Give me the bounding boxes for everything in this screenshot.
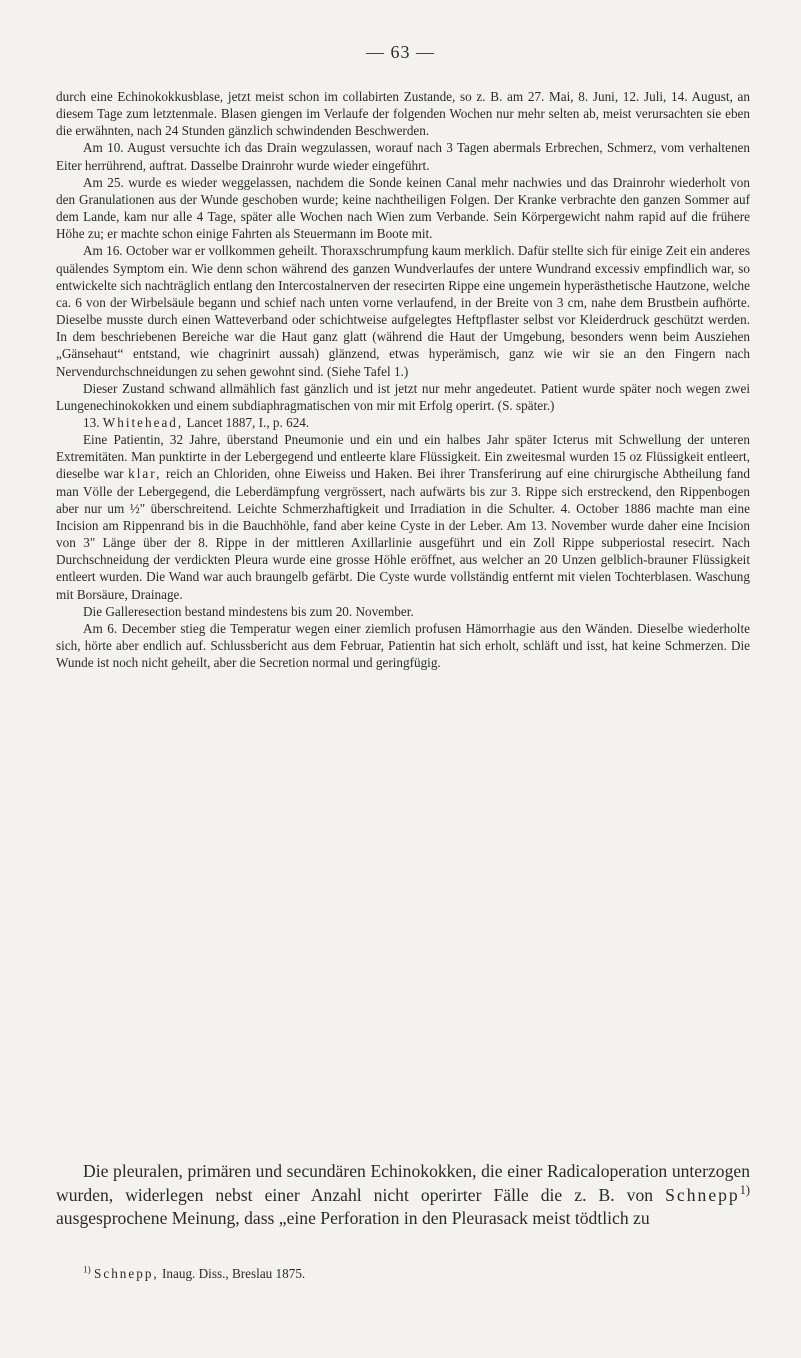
paragraph: Dieser Zustand schwand allmählich fast gänzlich und ist jetzt nur mehr angedeutet. Patient wurde später noch wegen zwei Lungenechinokokken und einem subdiaphragmatischen von mir mit Erfolg operirt. (S. später.) <box>56 380 750 413</box>
footnote-marker: 1) <box>739 1182 750 1197</box>
body-text <box>56 88 750 671</box>
case-paragraph: Am 6. December stieg die Temperatur wegen einer ziemlich profusen Hämorrhagie aus den Wänden. Dieselbe wiederholte sich, hörte aber endlich auf. Schlussbericht aus dem Februar, Patientin hat sich erholt, schläft und isst, hat keine Schmerzen. Die Wunde ist noch nicht geheilt, aber die Secretion normal und geringfügig. <box>56 620 750 671</box>
footnote-source: Inaug. Diss., Breslau 1875. <box>162 1266 306 1281</box>
reference-number: 13. <box>83 414 100 430</box>
reference-source: Lancet 1887, I., p. 624. <box>186 414 310 430</box>
case-emphasis: klar, <box>128 466 162 482</box>
footnote <box>83 1265 743 1282</box>
paragraph: Am 10. August versuchte ich das Drain wegzulassen, worauf nach 3 Tagen abermals Erbrechen, Schmerz, vom verhaltenen Eiter herrührend, auftrat. Dasselbe Drainrohr wurde wieder eingeführt. <box>56 140 750 173</box>
paragraph: Am 25. wurde es wieder weggelassen, nachdem die Sonde keinen Canal mehr nachwies und das Drainrohr wiederholt von den Granulationen aus der Wunde geschoben wurde; keine nachtheiligen Folgen. Der Kranke verbrachte den ganzen Sommer auf dem Lande, kam nur alle 4 Tage, später alle Wochen nach Wien zum Verbande. Sein Körpergewicht nahm rapid auf die frühere Höhe zu; er machte schon einige Fahrten als Steuermann im Boote mit. <box>56 174 750 242</box>
paragraph: Am 16. October war er vollkommen geheilt. Thoraxschrumpfung kaum merklich. Dafür stellte sich für einige Zeit ein anderes quälendes Symptom ein. Wie denn schon während des ganzen Wundverlaufes der untere Wundrand excessiv empfindlich war, so entwickelte sich nachträglich entlang den Intercostalnerven der resecirten Rippe eine ungemein hyperästhetische Hautzone, welche ca. 6 von der Wirbelsäule begann und schief nach unten vorne verlaufend, in der Breite von 3 cm, nahe dem Brustbein aufhörte. Dieselbe musste durch einen Watteverband oder schichtweise aufgelegtes Heftpflaster selbst vor Kleiderdruck geschützt werden. In dem beschriebenen Bereiche war die Haut ganz glatt (während die Haut der Umgebung, besonders wenn beim Ausziehen „Gänsehaut“ entstand, wie chagrinirt aussah) glänzend, etwas hyperämisch, ganz wie wir sie an den Fingern nach Nervendurchschneidungen zu sehen gewohnt sind. (Siehe Tafel 1.) <box>56 243 750 379</box>
paragraph: durch eine Echinokokkusblase, jetzt meist schon im collabirten Zustande, so z. B. am 27. Mai, 8. Juni, 12. Juli, 14. August, an diesem Tage zum letztenmale. Blasen giengen im Verlaufe der folgenden Wochen nur mehr selten ab, meist verursachten sie eben die erwähnten, nach 24 Stunden gänzlich schwindenden Beschwerden. <box>56 89 750 139</box>
case-paragraph: Die Galleresection bestand mindestens bis zum 20. November. <box>83 603 414 619</box>
conclusion-text-cont: ausgesprochene Meinung, dass „eine Perforation in den Pleurasack meist tödtlich zu <box>56 1208 650 1228</box>
page-number: — 63 — <box>366 42 435 62</box>
case-reference <box>56 414 750 431</box>
case-paragraph <box>56 431 750 603</box>
footnote-number: 1) <box>83 1264 91 1275</box>
cited-author: Schnepp <box>665 1184 740 1205</box>
conclusion-text: Die pleuralen, primären und secundären Echinokokken, die einer Radicaloperation unterzogen wurden, widerlegen nebst einer Anzahl nicht operirter Fälle die z. B. von <box>56 1161 750 1205</box>
conclusion-paragraph <box>56 1160 750 1231</box>
case-text: Eine Patientin, 32 Jahre, überstand Pneumonie und ein und ein halbes Jahr später Icterus mit Schwellung der unteren Extremitäten. Man punktirte in der Lebergegend und entleerte klare Flüssigkeit. Ein zweitesmal wurden 15 oz Flüssigkeit entleert, dieselbe war <box>56 432 750 482</box>
footnote-author: Schnepp, <box>94 1266 159 1281</box>
large-text <box>56 1160 750 1231</box>
reference-author: Whitehead, <box>102 414 184 430</box>
case-text-cont: reich an Chloriden, ohne Eiweiss und Haken. Bei ihrer Transferirung auf eine chirurgische Abtheilung fand man Völle der Lebergegend, die Leberdämpfung vergrössert, nach aufwärts bis zur 3. Rippe sich erstreckend, den Rippenbogen aber nur um ½" überschreitend. Leichte Schmerzhaftigkeit und Irradiation in die Schulter. 4. October 1886 machte man eine Incision am Rippenrand bis in die Bauchhöhle, fand aber keine Cyste in der Leber. Am 13. November wurde daher eine Incision von 3" Länge über der 8. Rippe in der mittleren Axillarlinie ausgeführt und ein Zoll Rippe subperiostal resecirt. Nach Durchschneidung der verdickten Pleura wurde eine grosse Höhle eröffnet, aus welcher an 20 Unzen gelblich-brauner Flüssigkeit entleert wurden. Die Wand war auch braungelb gefärbt. Die Cyste wurde vollständig entfernt mit vielen Tochterblasen. Waschung mit Borsäure, Drainage. <box>56 466 750 602</box>
